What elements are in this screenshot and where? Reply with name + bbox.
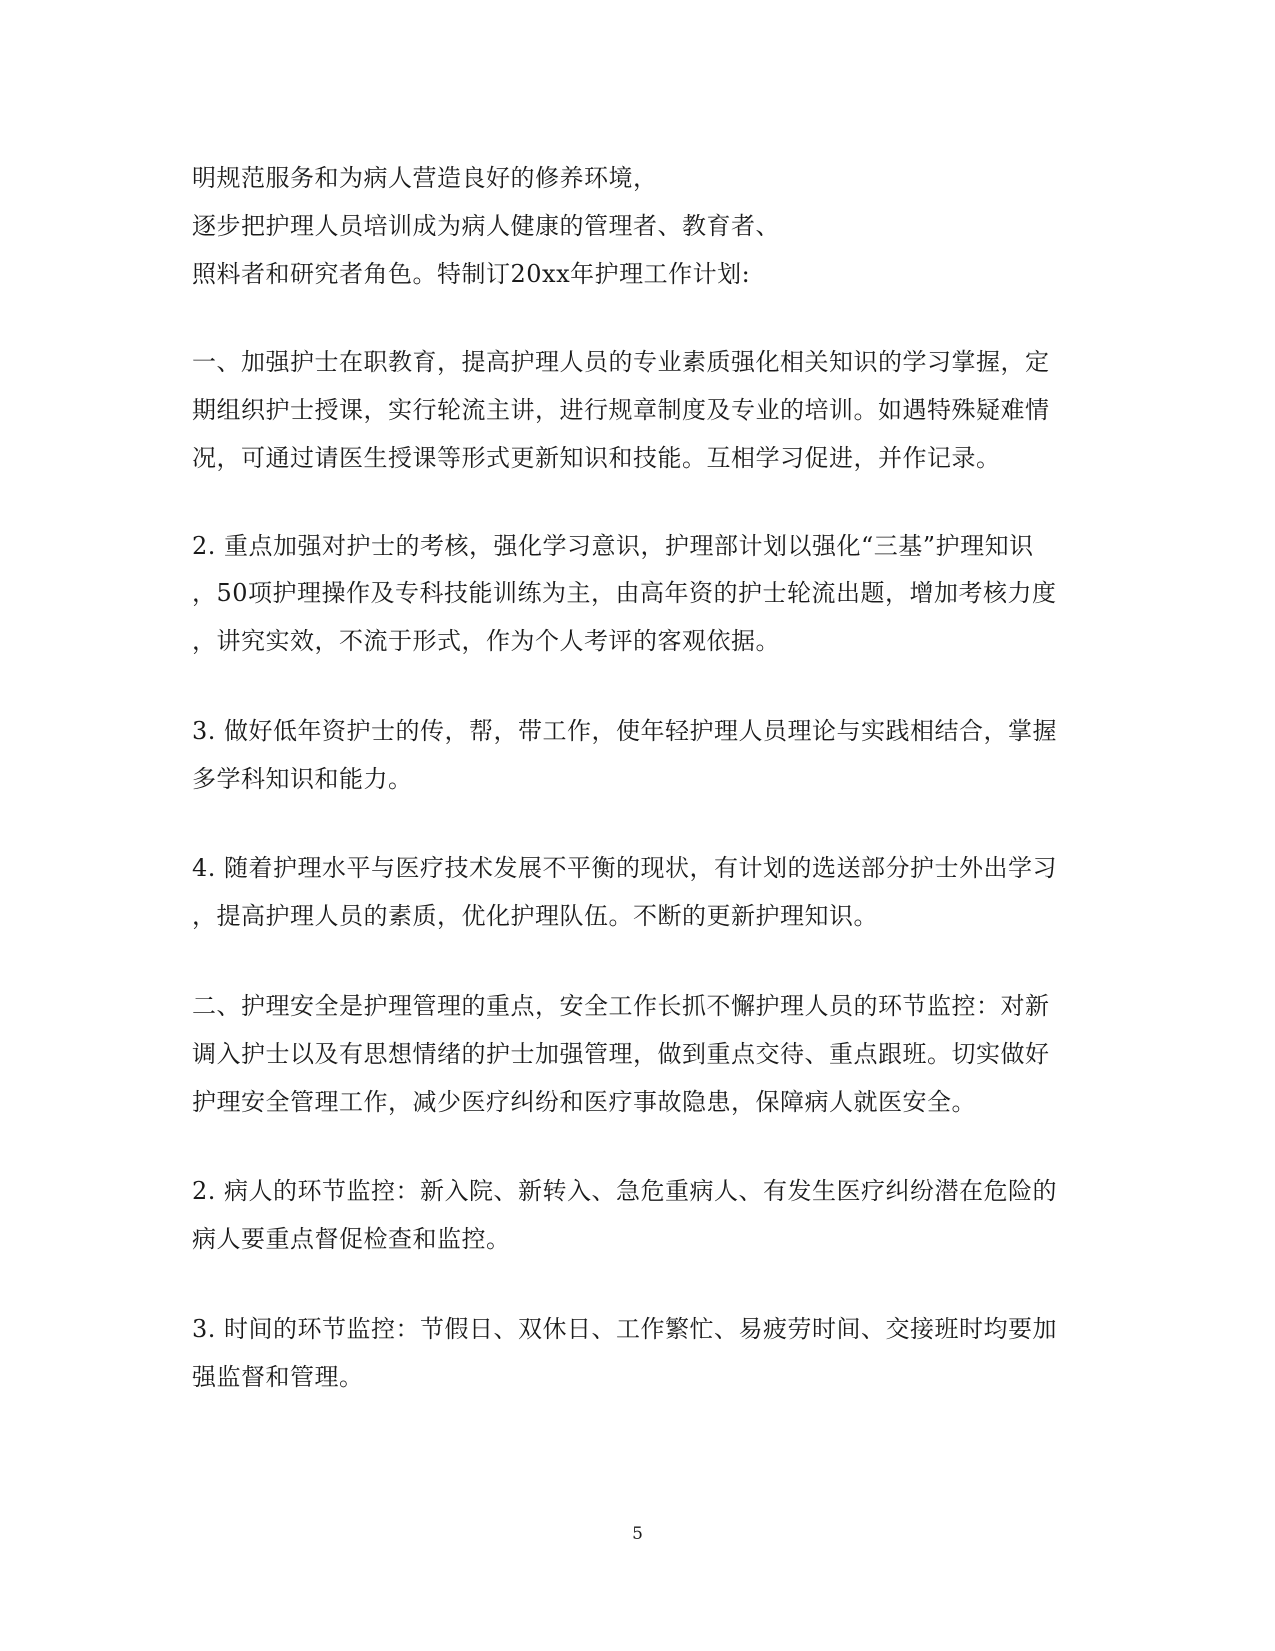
text-line: 3. 时间的环节监控：节假日、双休日、工作繁忙、易疲劳时间、交接班时均要加	[192, 1315, 1058, 1343]
text-line: 强监督和管理。	[192, 1363, 364, 1391]
text-line: ，50项护理操作及专科技能训练为主，由高年资的护士轮流出题，增加考核力度	[192, 579, 1057, 607]
text-line: 逐步把护理人员培训成为病人健康的管理者、教育者、	[192, 212, 780, 240]
text-line: 2. 重点加强对护士的考核，强化学习意识，护理部计划以强化“三基”护理知识	[192, 532, 1034, 560]
text-line: 照料者和研究者角色。特制订20xx年护理工作计划:	[192, 260, 751, 288]
text-line: 多学科知识和能力。	[192, 765, 413, 793]
text-line: 病人要重点督促检查和监控。	[192, 1225, 511, 1253]
text-line: 3. 做好低年资护士的传，帮，带工作，使年轻护理人员理论与实践相结合，掌握	[192, 717, 1058, 745]
text-line: 2. 病人的环节监控：新入院、新转入、急危重病人、有发生医疗纠纷潜在危险的	[192, 1177, 1058, 1205]
text-line: ，提高护理人员的素质，优化护理队伍。不断的更新护理知识。	[192, 902, 878, 930]
text-line: ，讲究实效，不流于形式，作为个人考评的客观依据。	[192, 627, 780, 655]
text-line: 4. 随着护理水平与医疗技术发展不平衡的现状，有计划的选送部分护士外出学习	[192, 854, 1058, 882]
text-line: 期组织护士授课，实行轮流主讲，进行规章制度及专业的培训。如遇特殊疑难情	[192, 396, 1050, 424]
text-line: 况，可通过请医生授课等形式更新知识和技能。互相学习促进，并作记录。	[192, 444, 1001, 472]
text-line: 护理安全管理工作，减少医疗纠纷和医疗事故隐患，保障病人就医安全。	[192, 1088, 976, 1116]
text-line: 明规范服务和为病人营造良好的修养环境，	[192, 164, 658, 192]
page-number: 5	[632, 1524, 643, 1544]
text-line: 一、加强护士在职教育，提高护理人员的专业素质强化相关知识的学习掌握，定	[192, 348, 1050, 376]
text-line: 二、护理安全是护理管理的重点，安全工作长抓不懈护理人员的环节监控：对新	[192, 992, 1050, 1020]
text-line: 调入护士以及有思想情绪的护士加强管理，做到重点交待、重点跟班。切实做好	[192, 1040, 1050, 1068]
